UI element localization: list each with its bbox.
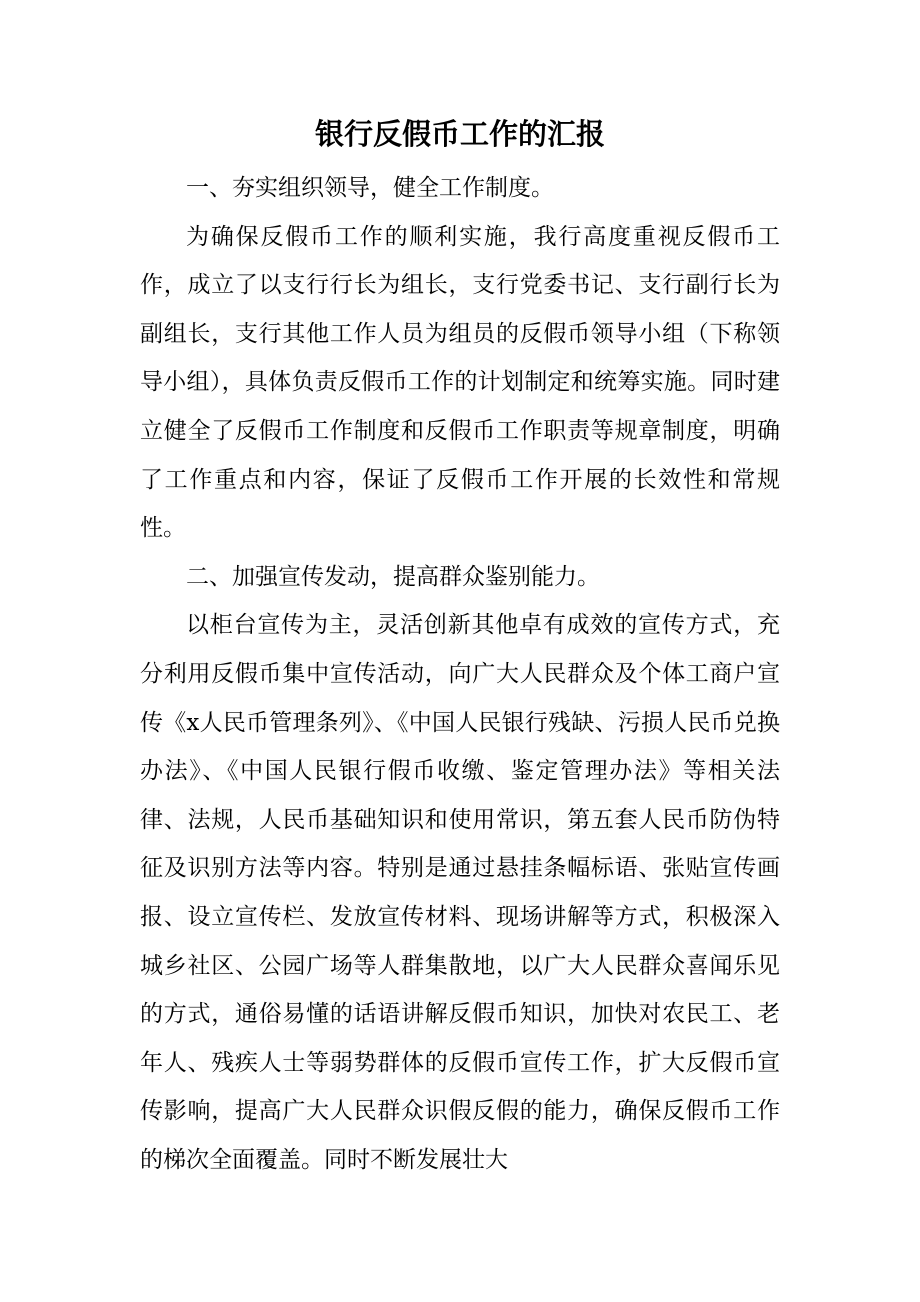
section-heading-2: 二、加强宣传发动，提高群众鉴别能力。: [186, 563, 600, 590]
section-heading-1: 一、夯实组织领导，健全工作制度。: [186, 175, 554, 201]
document-body: [140, 164, 780, 1184]
paragraph-1: 为确保反假币工作的顺利实施，我行高度重视反假币工作，成立了以支行行长为组长，支行党委书记、支行副行长为副组长，支行其他工作人员为组员的反假币领导小组（下称领导小组），具体负责反假币工作的计划制定和统筹实施。同时建立健全了反假币工作制度和反假币工作职责等规章制度，明确了工作重点和内容，保证了反假币工作开展的长效性和常规性。: [140, 223, 780, 542]
paragraph-2: 以柜台宣传为主，灵活创新其他卓有成效的宣传方式，充分利用反假币集中宣传活动，向广大人民群众及个体工商户宣传《x人民币管理条列》、《中国人民银行残缺、污损人民币兑换办法》、《中国人民银行假币收缴、鉴定管理办法》等相关法律、法规，人民币基础知识和使用常识，第五套人民币防伪特征及识别方法等内容。特别是通过悬挂条幅标语、张贴宣传画报、设立宣传栏、发放宣传材料、现场讲解等方式，积极深入城乡社区、公园广场等人群集散地，以广大人民群众喜闻乐见的方式，通俗易懂的话语讲解反假币知识，加快对农民工、老年人、残疾人士等弱势群体的反假币宣传工作，扩大反假币宣传影响，提高广大人民群众识假反假的能力，确保反假币工作的梯次全面覆盖。同时不断发展壮大: [140, 612, 780, 1173]
document-title: 银行反假币工作的汇报: [314, 117, 605, 151]
